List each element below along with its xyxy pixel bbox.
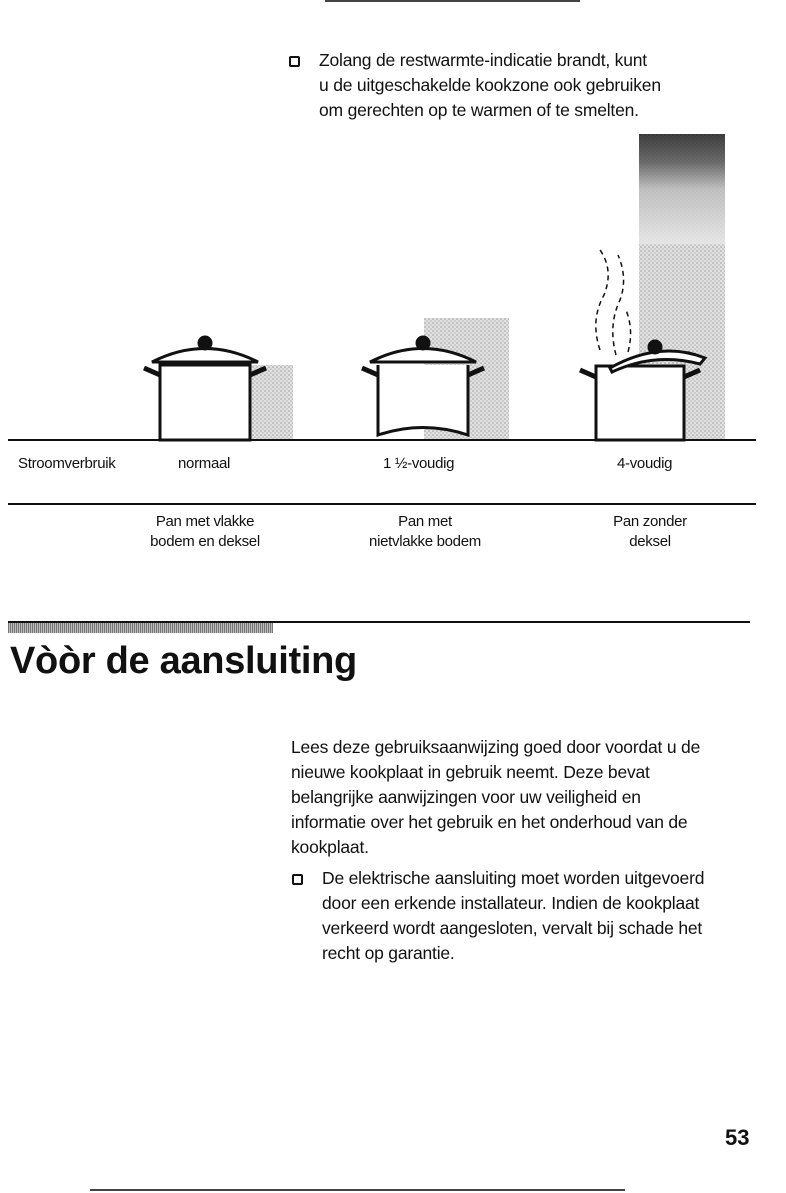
bottom-edge-line (90, 1189, 625, 1191)
text-line: Lees deze gebruiksaanwijzing goed door voordat u de (291, 737, 701, 757)
text-line: Pan met (398, 513, 452, 530)
section-header-bar (8, 621, 273, 633)
text-line: Pan zonder (613, 513, 687, 530)
restwarmte-paragraph (319, 48, 759, 123)
consumption-normaal: normaal (178, 455, 231, 472)
bullet-checkbox-icon (292, 874, 303, 885)
text-line: belangrijke aanwijzingen voor uw veiligheid en (291, 787, 641, 807)
table-divider (8, 503, 756, 505)
page-number: 53 (725, 1125, 750, 1150)
installation-paragraph (322, 866, 762, 966)
description-no-lid-pan (565, 512, 735, 552)
consumption-1-5x: 1 ½-voudig (383, 455, 455, 472)
steam-icon (596, 250, 631, 355)
row-label-stroomverbruik: Stroomverbruik (18, 455, 116, 472)
text-line: deksel (629, 533, 671, 550)
text-line: nieuwe kookplaat in gebruik neemt. Deze bevat (291, 762, 650, 782)
intro-paragraph (291, 735, 761, 860)
text-line: u de uitgeschakelde kookzone ook gebruiken (319, 75, 661, 95)
text-line: kookplaat. (291, 837, 369, 857)
text-line: nietvlakke bodem (369, 533, 481, 550)
description-flat-pan (120, 512, 290, 552)
text-line: door een erkende installateur. Indien de kookplaat (322, 893, 700, 913)
text-line: informatie over het gebruik en het onderhoud van de (291, 812, 688, 832)
text-line: Pan met vlakke (155, 513, 255, 530)
top-edge-line (325, 0, 580, 2)
consumption-4x: 4-voudig (617, 455, 673, 472)
bullet-checkbox-icon (289, 56, 300, 67)
text-line: Zolang de restwarmte-indicatie brandt, kunt (319, 50, 647, 70)
pan-energy-illustration (0, 130, 786, 450)
text-line: recht op garantie. (322, 943, 455, 963)
text-line: verkeerd wordt aangesloten, vervalt bij schade het (322, 918, 703, 938)
pan-flat-with-lid-icon (144, 337, 266, 440)
description-uneven-pan (340, 512, 510, 552)
section-rule (8, 621, 750, 623)
text-line: om gerechten op te warmen of te smelten. (319, 100, 639, 120)
section-title: Vòòr de aansluiting (10, 640, 357, 682)
text-line: bodem en deksel (150, 533, 260, 550)
text-line: De elektrische aansluiting moet worden uitgevoerd (322, 868, 705, 888)
